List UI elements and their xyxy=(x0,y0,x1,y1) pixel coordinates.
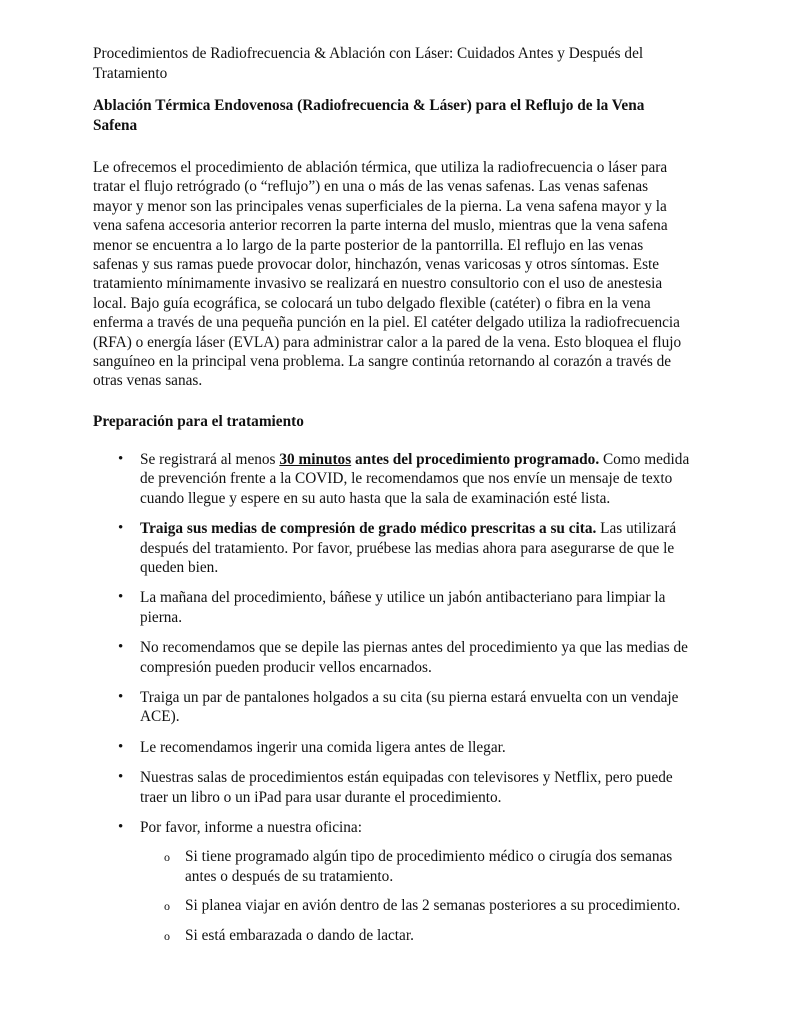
hollow-bullet-icon: o xyxy=(164,850,170,865)
list-item xyxy=(93,588,690,627)
list-item-text: Se registrará al menos xyxy=(140,450,280,468)
list-item-text: Por favor, informe a nuestra oficina: xyxy=(140,818,362,836)
list-item-emphasis: antes del procedimiento programado. xyxy=(351,450,600,468)
sublist-item-text: Si está embarazada o dando de lactar. xyxy=(185,926,414,944)
hollow-bullet-icon: o xyxy=(164,899,170,914)
list-item-text: Como medida de prevención frente a la COVID, le recomendamos que nos envíe un mensaje de texto cuando llegue y espere en su auto hasta que la sala de examinación esté lista. xyxy=(140,450,690,507)
list-item xyxy=(93,818,690,945)
list-item xyxy=(93,738,690,757)
hollow-bullet-icon: o xyxy=(164,928,170,943)
list-item-text: Le recomendamos ingerir una comida ligera antes de llegar. xyxy=(140,738,506,756)
main-heading: Ablación Térmica Endovenosa (Radiofrecuencia & Láser) para el Reflujo de la Vena Safena xyxy=(93,97,645,134)
bullet-icon: • xyxy=(118,688,124,705)
bullet-icon: • xyxy=(118,450,124,467)
sublist-item-text: Si planea viajar en avión dentro de las 2 semanas posteriores a su procedimiento. xyxy=(185,897,681,915)
list-item-text: Traiga un par de pantalones holgados a su cita (su pierna estará envuelta con un vendaje ACE). xyxy=(140,688,679,726)
sublist-item-text: Si tiene programado algún tipo de procedimiento médico o cirugía dos semanas antes o después de su tratamiento. xyxy=(185,848,673,885)
preparation-list xyxy=(93,450,693,945)
list-item-text: No recomendamos que se depile las piernas antes del procedimiento ya que las medias de compresión pueden producir vellos encarnados. xyxy=(140,639,688,676)
sublist-item xyxy=(140,847,695,886)
preparation-heading: Preparación para el tratamiento xyxy=(93,412,304,430)
document-header-title: Procedimientos de Radiofrecuencia & Ablación con Láser: Cuidados Antes y Después del Tratamiento xyxy=(93,45,644,82)
list-item xyxy=(93,638,690,677)
bullet-icon: • xyxy=(118,589,124,606)
list-item-emphasis: Traiga sus medias de compresión de grado médico prescritas a su cita. xyxy=(140,520,597,538)
list-item xyxy=(93,768,690,807)
list-item-emphasis: 30 minutos xyxy=(279,450,352,468)
office-notice-sublist xyxy=(140,847,690,945)
sublist-item xyxy=(140,896,695,915)
bullet-icon: • xyxy=(118,769,124,786)
sublist-item xyxy=(140,926,695,945)
bullet-icon: • xyxy=(118,818,124,835)
list-item-text: La mañana del procedimiento, báñese y utilice un jabón antibacteriano para limpiar la pierna. xyxy=(140,589,666,626)
intro-paragraph: Le ofrecemos el procedimiento de ablación térmica, que utiliza la radiofrecuencia o láser para tratar el flujo retrógrado (o “reflujo”) en una o más de las venas safenas. Las venas safenas mayor y menor son las principales venas superficiales de la pierna. La vena safena mayor y la vena safena accesoria anterior recorren la parte interna del muslo, mientras que la vena safena menor se encuentra a lo largo de la parte posterior de la pantorrilla. El reflujo en las venas safenas y sus ramas puede provocar dolor, hinchazón, venas varicosas y otros síntomas. Este tratamiento mínimamente invasivo se realizará en nuestro consultorio con el uso de anestesia local. Bajo guía ecográfica, se colocará un tubo delgado flexible (catéter) o fibra en la vena enferma a través de una pequeña punción en la piel. El catéter delgado utiliza la radiofrecuencia (RFA) o energía láser (EVLA) para administrar calor a la pared de la vena. Esto bloquea el flujo sanguíneo en la principal vena problema. La sangre continúa retornando al corazón a través de otras venas sanas. xyxy=(93,159,682,390)
bullet-icon: • xyxy=(118,520,124,537)
document-page xyxy=(93,44,693,956)
bullet-icon: • xyxy=(118,738,124,755)
bullet-icon: • xyxy=(118,639,124,656)
list-item-text: Nuestras salas de procedimientos están equipadas con televisores y Netflix, pero puede traer un libro o un iPad para usar durante el procedimiento. xyxy=(140,769,673,806)
list-item xyxy=(93,450,690,508)
list-item xyxy=(93,519,690,577)
list-item xyxy=(93,688,690,727)
list-item-text: Las utilizará después del tratamiento. Por favor, pruébese las medias ahora para asegurarse de que le queden bien. xyxy=(140,520,677,576)
